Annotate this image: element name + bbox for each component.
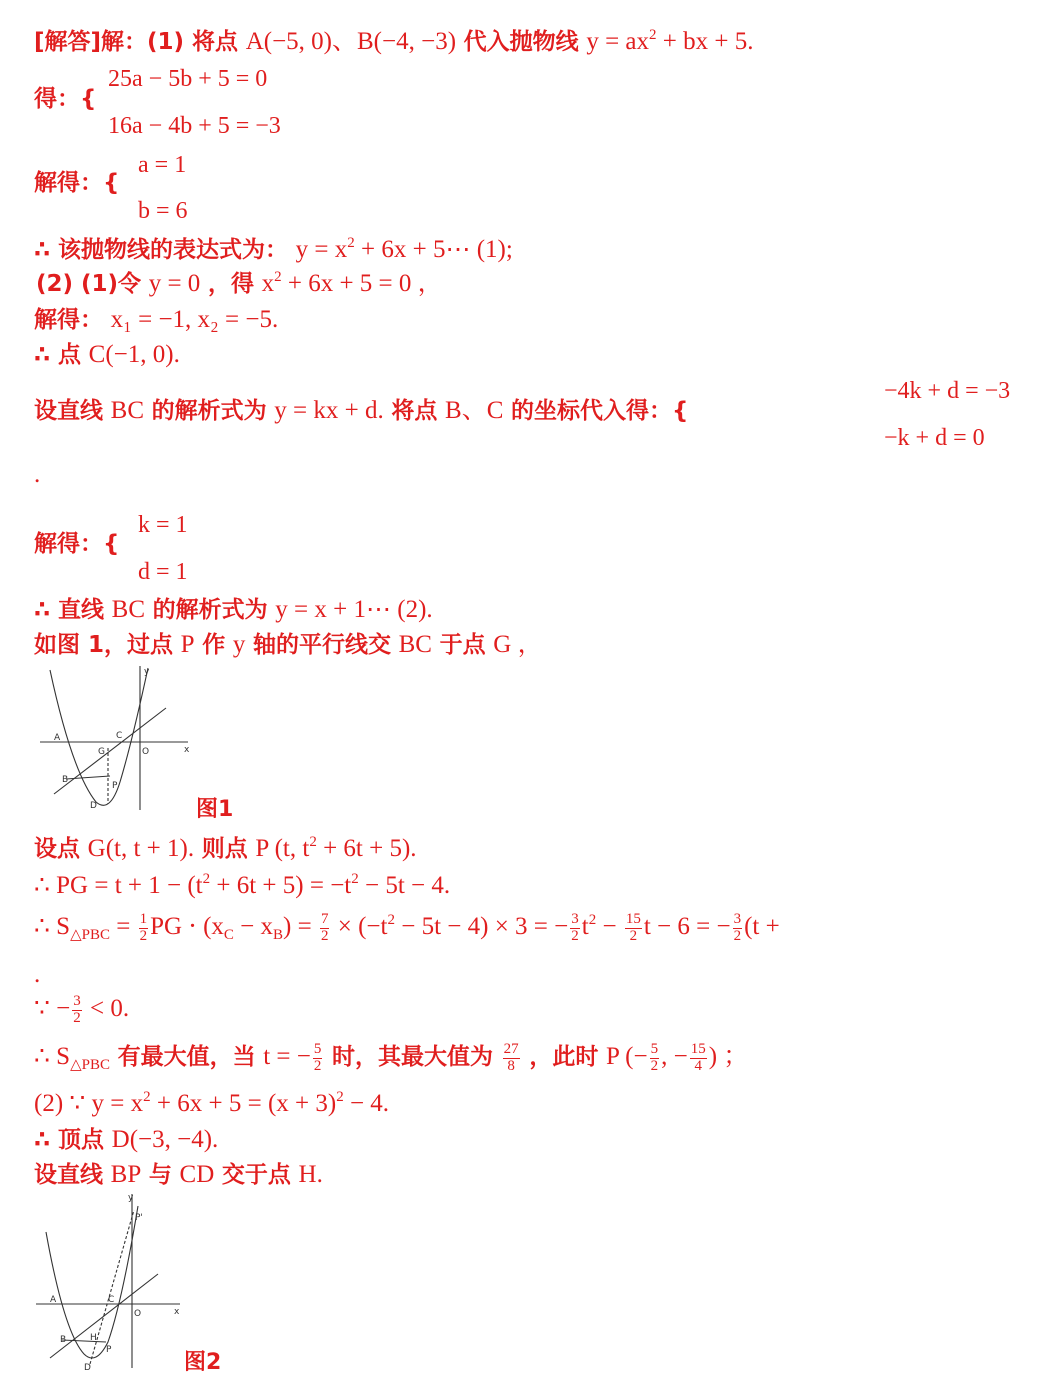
label-b: B xyxy=(62,775,69,785)
solution-2-eq2: d = 1 xyxy=(138,559,188,585)
text: 设点 xyxy=(34,836,80,862)
text: 设直线 xyxy=(34,398,103,424)
label-c: C xyxy=(108,1295,115,1305)
line-1 xyxy=(34,28,753,54)
figure-1 xyxy=(36,662,196,817)
line-12 xyxy=(34,632,543,657)
text: ∴ 直线 xyxy=(34,597,105,623)
math: H. xyxy=(298,1161,323,1188)
system-1-eq2: 16a − 4b + 5 = −3 xyxy=(108,113,281,139)
system-2-eq2: −k + d = 0 xyxy=(884,425,985,451)
label-d: D xyxy=(90,801,97,811)
point-p-max: P (− $\frac{5}{2}$ , − $\frac{15}{4}$ ) ； xyxy=(605,1041,749,1074)
line-13 xyxy=(34,835,417,861)
text: 如图 1，过点 xyxy=(34,632,174,658)
text: 时，其最大值为 xyxy=(332,1043,494,1070)
frac-three-half: $\frac{3}{2}$ xyxy=(571,911,579,944)
max-value: $\frac{27}{8}$ xyxy=(503,1041,519,1074)
line-18: ∴ $S_{\triangle PBC}$ 有最大值，当 t = − $\frac{5}{2}$ 时，其最大值为 $\frac{27}{8}$ ，此时 P (− $\frac{5}{2}$ , − $\frac{15}{4}$ ) ； xyxy=(34,1041,749,1074)
line-20 xyxy=(34,1127,218,1152)
label-x: x xyxy=(184,745,190,755)
text: 与 xyxy=(148,1162,172,1188)
line-bc-eq: y = x + 1⋯ (2). xyxy=(275,596,433,623)
label-p: P xyxy=(106,1345,112,1355)
label-p: P xyxy=(112,781,118,791)
line-21 xyxy=(34,1162,323,1187)
label-y: y xyxy=(128,1193,134,1203)
label-a: A xyxy=(50,1295,57,1305)
point-p: P (t, $t^2 + 6t + 5$). xyxy=(255,834,417,862)
line-15-area: ∴ $S_{\triangle PBC}$ = $\frac{1}{2}$ PG ⋅ $(x_C - x_B)$ = $\frac{7}{2}$ × $(-t^2 - 5t - 4) \times 3$ = − $\frac{3}{2}$ $t^2$ − $\frac{15}{2}$ t − 6 = − $\frac{3}{2}$ (t + xyxy=(34,911,780,944)
system-2-eq1: −4k + d = −3 xyxy=(884,378,1011,404)
line-4 xyxy=(34,236,513,262)
text: 有最大值，当 xyxy=(117,1043,256,1070)
solution-1-brace: 解得：{ xyxy=(34,170,120,196)
system-1-eq1: 25a − 5b + 5 = 0 xyxy=(108,66,268,92)
text: 代入抛物线 xyxy=(463,29,579,55)
line-17: ∵ − $\frac{3}{2}$ < 0. xyxy=(34,993,130,1026)
point-c: C(−1, 0). xyxy=(88,341,180,368)
math: BC xyxy=(111,596,146,623)
label-b: B xyxy=(60,1335,67,1345)
line-bc xyxy=(54,708,166,794)
math: G ， xyxy=(493,631,543,658)
label-o: O xyxy=(134,1309,142,1319)
label-c: C xyxy=(116,731,123,741)
text: 解得： xyxy=(34,307,103,333)
solution-1-eq2: b = 6 xyxy=(138,198,188,224)
frac-seven-half: $\frac{7}{2}$ xyxy=(320,911,329,944)
frac-fifteen-half: $\frac{15}{2}$ xyxy=(625,911,641,944)
text: (2) (1)令 xyxy=(36,271,142,297)
text: 轴的平行线交 xyxy=(252,632,391,658)
line-7 xyxy=(34,342,180,367)
text: 的解析式为 xyxy=(152,597,268,623)
line-19: (2) ∵ $y = x^2 + 6x + 5 = (x + 3)^2 - 4$. xyxy=(34,1089,390,1117)
label-p-prime: P' xyxy=(135,1213,143,1223)
segment-bp xyxy=(62,1340,106,1342)
frac-three-half-2: $\frac{3}{2}$ xyxy=(733,911,742,944)
text: 则点 xyxy=(201,836,248,862)
parabola-eq: $y = ax^2$ + bx + 5. xyxy=(586,27,754,55)
text: ∴ 顶点 xyxy=(34,1127,105,1153)
t-value: t = − $\frac{5}{2}$ xyxy=(263,1041,322,1074)
line-14-pg: ∴ PG = $t + 1 - (t^2 + 6t + 5) = -t^2 - 5t - 4$. xyxy=(34,871,451,899)
points-a-b: A(−5, 0)、B(−4, −3) xyxy=(245,28,457,55)
label-g: G xyxy=(98,747,105,757)
line-8 xyxy=(34,398,688,423)
text: 交于点 xyxy=(221,1162,291,1188)
math: BC xyxy=(398,631,432,658)
roots: x₁ = −1, x₂ = −5. xyxy=(110,306,279,333)
math: BC xyxy=(110,397,144,424)
text: 于点 xyxy=(439,632,486,658)
text: 将点 xyxy=(391,398,438,424)
label-d: D xyxy=(84,1363,91,1372)
math: B、C xyxy=(445,397,504,424)
label-o: O xyxy=(142,747,150,757)
figure-2-label: 图2 xyxy=(184,1350,222,1375)
label-h: H xyxy=(90,1333,97,1343)
math: CD xyxy=(179,1161,215,1188)
parabola-expression: $y = x^2 + 6x$ + 5⋯ (1); xyxy=(295,235,513,263)
text: 设直线 xyxy=(34,1162,103,1188)
segment-bp xyxy=(66,776,110,779)
line-bc xyxy=(50,1274,158,1358)
math: P xyxy=(180,631,195,658)
point-g: G(t, t + 1). xyxy=(87,835,195,862)
label-x: x xyxy=(174,1307,180,1317)
quadratic-eq: $x^2 + 6x + 5 = 0$ ， xyxy=(261,269,443,297)
math: BP xyxy=(110,1161,142,1188)
line-11 xyxy=(34,597,433,622)
dot: . xyxy=(34,461,41,488)
solution-2-eq1: k = 1 xyxy=(138,512,188,538)
dot: . xyxy=(34,961,41,988)
label-y: y xyxy=(144,667,150,677)
label-a: A xyxy=(54,733,61,743)
text: 作 xyxy=(202,632,226,658)
figure-2 xyxy=(34,1192,184,1372)
line-5 xyxy=(36,270,443,296)
frac-three-half-3: $\frac{3}{2}$ xyxy=(73,993,81,1026)
vertex-d: D(−3, −4). xyxy=(111,1126,219,1153)
line-6 xyxy=(34,307,278,332)
solution-2-brace: 解得：{ xyxy=(34,531,120,557)
frac-half: $\frac{1}{2}$ xyxy=(139,911,148,944)
text: 的解析式为 xyxy=(151,398,267,424)
math: y = 0 xyxy=(148,270,201,297)
math: y xyxy=(232,631,246,658)
text: ∴ 点 xyxy=(34,342,82,368)
text: ，得 xyxy=(207,271,254,297)
solution-1-eq1: a = 1 xyxy=(138,152,187,178)
answer-header: [解答]解：(1) 将点 xyxy=(34,29,239,55)
text: ∴ 该抛物线的表达式为： xyxy=(34,237,289,263)
system-1-brace: 得：{ xyxy=(34,86,97,112)
text: 的坐标代入得：{ xyxy=(511,398,689,424)
text: ，此时 xyxy=(529,1043,599,1070)
figure-1-label: 图1 xyxy=(196,797,234,822)
math: y = kx + d. xyxy=(274,397,384,424)
